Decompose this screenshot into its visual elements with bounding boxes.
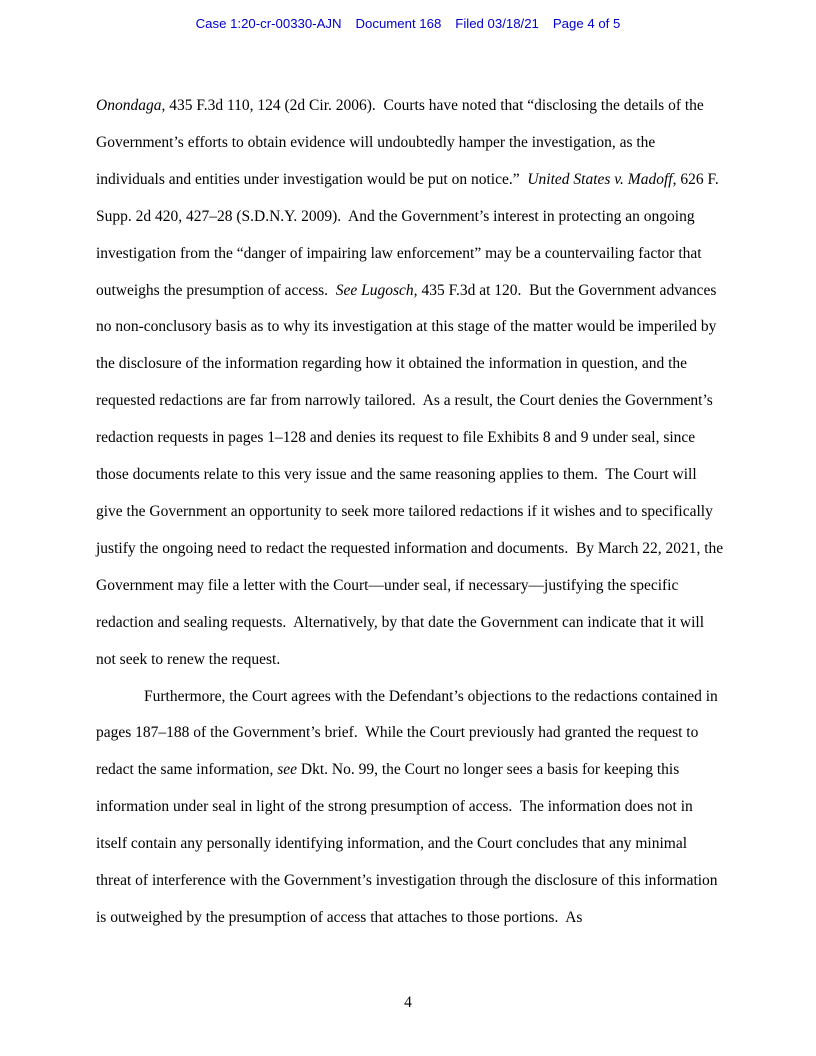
header-filed-date: Filed 03/18/21 [455,16,539,31]
case-citation-onondaga: Onondaga [96,97,162,114]
header-page-indicator: Page 4 of 5 [552,16,621,31]
page-footer [0,994,816,1012]
paragraph-1 [96,88,728,679]
header-case-number: Case 1:20-cr-00330-AJN [195,16,342,31]
body-text: , 435 F.3d 110, 124 (2d Cir. 2006). Courts have noted that “disclosing the details of the Government’s efforts to obtain evidence will undoubtedly hamper the investigation, as the individuals and entities under investigation would be put on notice.” [96,97,708,188]
page-number: 4 [404,994,412,1011]
case-citation-madoff: United States v. Madoff [527,170,673,188]
ecf-case-header [0,16,816,31]
body-text: Furthermore, the Court agrees with the Defendant’s objections to the redactions contained in pages 187–188 of the Government’s brief. While the Court previously had granted the request to redact the same information, [96,687,722,779]
body-text: 435 F.3d at 120. But the Government advances no non-conclusory basis as to why its investigation at this stage of the matter would be imperiled by the disclosure of the information regarding how it obtained the information in question, and the requested redactions are far from narrowly tailored. As a result, the Court denies the Government’s redaction requests in pages 1–128 and denies its request to file Exhibits 8 and 9 under seal, since those documents relate to this very issue and the same reasoning applies to them. The Court will give the Government an opportunity to seek more tailored redactions if it wishes and to specifically justify the ongoing need to redact the requested information and documents. By March 22, 2021, the Government may file a letter with the Court—under seal, if necessary—justifying the specific redaction and sealing requests. Alternatively, by that date the Government can indicate that it will not seek to renew the request. [96,281,728,668]
paragraph-2 [96,679,724,937]
header-document-number: Document 168 [355,16,442,31]
case-citation-lugosch: See Lugosch, [335,281,418,299]
body-text: Dkt. No. 99, the Court no longer sees a basis for keeping this information under seal in light of the strong presumption of access. The information does not in itself contain any personally identifying information, and the Court concludes that any minimal threat of interference with the Government’s investigation through the disclosure of this information is outweighed by the presumption of access that attaches to those portions. As [96,761,722,926]
document-body [96,88,728,937]
body-text: , 626 F. Supp. 2d 420, 427–28 (S.D.N.Y. 2009). And the Government’s interest in protecting an ongoing investigation from the “danger of impairing law enforcement” may be a countervailing factor that outweighs the presumption of access. [96,170,723,299]
signal-see-italic: see [277,761,297,779]
